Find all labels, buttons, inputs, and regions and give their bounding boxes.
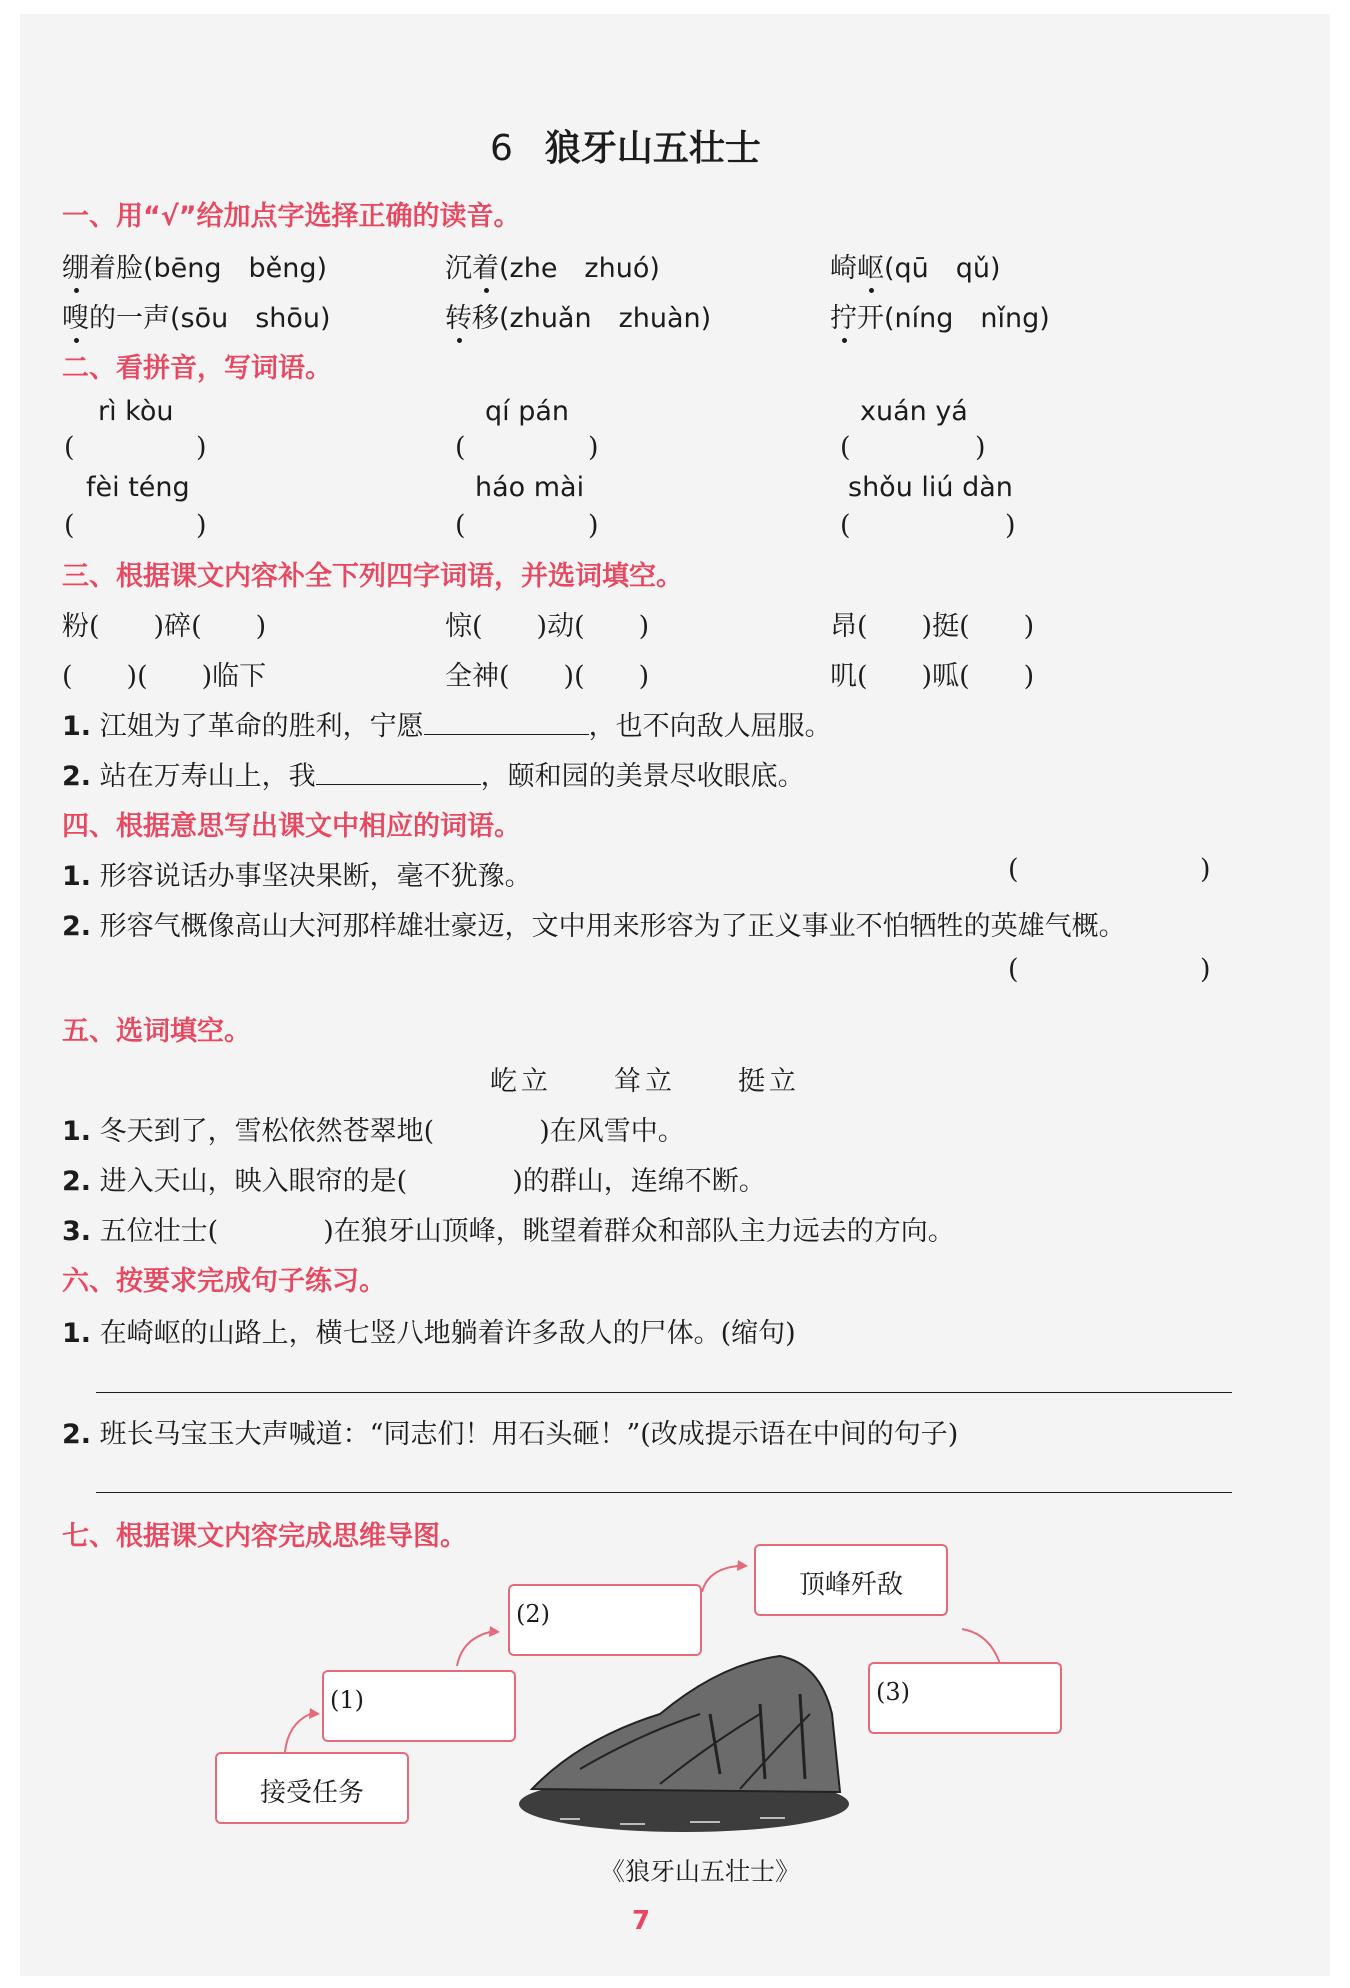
pinyin-prompt: háo mài	[475, 472, 585, 503]
section-1-heading: 一、用“√”给加点字选择正确的读音。	[62, 201, 521, 232]
question-5-1[interactable]: 1. 冬天到了，雪松依然苍翠地( )在风雪中。	[62, 1116, 685, 1147]
pinyin-prompt: fèi téng	[86, 472, 190, 503]
answer-paren-open[interactable]: (	[455, 432, 466, 463]
idiom-fill[interactable]: ( )( )临下	[62, 661, 267, 692]
pinyin-choice-item[interactable]: 嗖的一声(sōu shōu)	[62, 303, 331, 334]
answer-paren-close: )	[1200, 854, 1211, 885]
question-5-2[interactable]: 2. 进入天山，映入眼帘的是( )的群山，连绵不断。	[62, 1166, 766, 1197]
question-6-1: 1. 在崎岖的山路上，横七竖八地躺着许多敌人的尸体。(缩句)	[62, 1318, 796, 1349]
arrow-3	[702, 1566, 738, 1592]
question-4-2: 2. 形容气概像高山大河那样雄壮豪迈，文中用来形容为了正义事业不怕牺牲的英雄气概。	[62, 911, 1126, 942]
mind-map-box-3[interactable]: (3)	[868, 1662, 1062, 1734]
mind-map-box-2[interactable]: (2)	[508, 1584, 702, 1656]
arrow-2	[457, 1632, 490, 1666]
mind-map-start-box: 接受任务	[215, 1752, 409, 1824]
section-6-heading: 六、按要求完成句子练习。	[62, 1266, 386, 1297]
answer-paren-open[interactable]: (	[64, 432, 75, 463]
idiom-fill[interactable]: 叽( )呱( )	[830, 661, 1035, 692]
question-4-1: 1. 形容说话办事坚决果断，毫不犹豫。	[62, 861, 532, 892]
answer-paren-open[interactable]: (	[64, 510, 75, 541]
mind-map-caption: 《狼牙山五壮士》	[600, 1857, 801, 1886]
answer-paren-close: )	[588, 432, 599, 463]
pinyin-prompt: qí pán	[485, 396, 570, 427]
answer-paren-open[interactable]: (	[840, 432, 851, 463]
page-title: 6 狼牙山五壮士	[490, 127, 761, 169]
pinyin-choice-item[interactable]: 崎岖(qū qǔ)	[830, 253, 1001, 284]
section-2-heading: 二、看拼音，写词语。	[62, 353, 332, 384]
pinyin-prompt: shǒu liú dàn	[848, 472, 1013, 503]
page-number: 7	[632, 1906, 651, 1936]
section-3-heading: 三、根据课文内容补全下列四字词语，并选词填空。	[62, 561, 683, 592]
question-5-3[interactable]: 3. 五位壮士( )在狼牙山顶峰，眺望着群众和部队主力远去的方向。	[62, 1216, 955, 1247]
arrow-4	[962, 1629, 1000, 1664]
mind-map-graphics	[20, 14, 1330, 1976]
word-bank: 屹立 耸立 挺立	[490, 1066, 800, 1097]
worksheet-page	[20, 14, 1330, 1976]
idiom-fill[interactable]: 昂( )挺( )	[830, 611, 1035, 642]
idiom-fill[interactable]: 全神( )( )	[445, 661, 650, 692]
answer-paren-open[interactable]: (	[1008, 954, 1019, 985]
answer-paren-open[interactable]: (	[455, 510, 466, 541]
mind-map-peak-box: 顶峰歼敌	[754, 1544, 948, 1616]
question-3-1: 1. 江姐为了革命的胜利，宁愿 ，也不向敌人屈服。	[62, 711, 832, 742]
pinyin-prompt: xuán yá	[860, 396, 968, 427]
idiom-fill[interactable]: 惊( )动( )	[445, 611, 650, 642]
pinyin-choice-item[interactable]: 拧开(níng nǐng)	[830, 303, 1050, 334]
section-4-heading: 四、根据意思写出课文中相应的词语。	[62, 811, 521, 842]
answer-paren-close: )	[196, 510, 207, 541]
section-5-heading: 五、选词填空。	[62, 1016, 251, 1047]
mountain-illustration	[519, 1656, 849, 1832]
answer-paren-close: )	[588, 510, 599, 541]
answer-paren-open[interactable]: (	[840, 510, 851, 541]
answer-paren-close: )	[1005, 510, 1016, 541]
idiom-fill[interactable]: 粉( )碎( )	[62, 611, 267, 642]
pinyin-choice-item[interactable]: 转移(zhuǎn zhuàn)	[445, 303, 712, 334]
pinyin-choice-item[interactable]: 沉着(zhe zhuó)	[445, 253, 660, 284]
question-3-2: 2. 站在万寿山上，我 ，颐和园的美景尽收眼底。	[62, 761, 805, 792]
answer-paren-open[interactable]: (	[1008, 854, 1019, 885]
answer-paren-close: )	[196, 432, 207, 463]
pinyin-prompt: rì kòu	[98, 396, 174, 427]
question-6-2: 2. 班长马宝玉大声喊道：“同志们！用石头砸！”(改成提示语在中间的句子)	[62, 1419, 959, 1450]
section-7-heading: 七、根据课文内容完成思维导图。	[62, 1521, 467, 1552]
mind-map-box-1[interactable]: (1)	[322, 1670, 516, 1742]
answer-paren-close: )	[975, 432, 986, 463]
arrow-1	[285, 1714, 310, 1752]
answer-paren-close: )	[1200, 954, 1211, 985]
pinyin-choice-item[interactable]: 绷着脸(bēng běng)	[62, 253, 328, 284]
